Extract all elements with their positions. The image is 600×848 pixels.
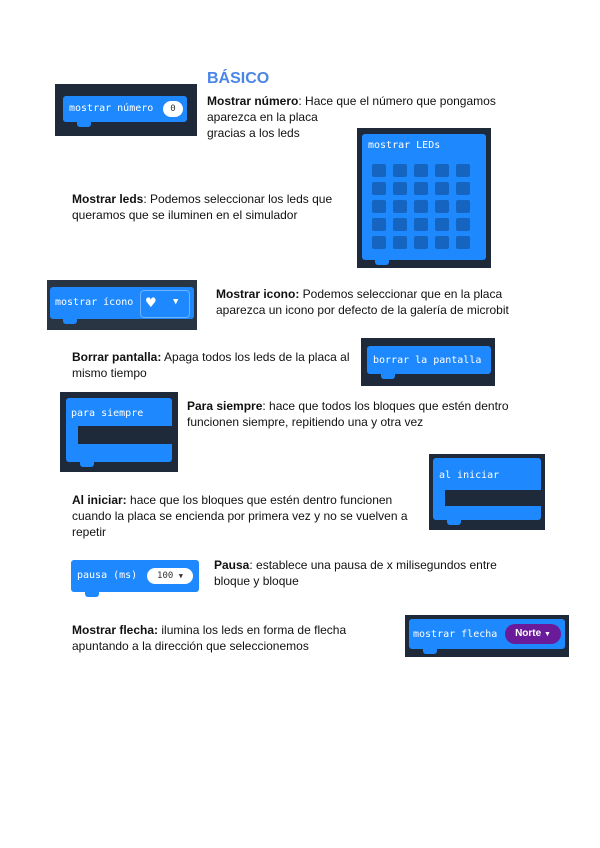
mostrar-icono-heading: Mostrar icono: [216, 287, 300, 301]
led-cell[interactable] [456, 200, 470, 213]
mostrar-numero-text-3: gracias a los leds [207, 126, 300, 140]
al-iniciar-heading: Al iniciar: [72, 493, 127, 507]
al-iniciar-text-2: cuando la placa se encienda por primera vez y no se vuelven a [72, 509, 408, 523]
mostrar-icono-block-image [47, 280, 197, 330]
led-cell[interactable] [372, 236, 386, 249]
block-notch [85, 592, 99, 597]
led-cell[interactable] [435, 236, 449, 249]
mostrar-numero-heading: Mostrar número [207, 94, 299, 108]
mostrar-leds-block-image [357, 128, 491, 268]
mostrar-leds-description [72, 191, 352, 223]
mostrar-leds-block-label: mostrar LEDs [368, 140, 441, 151]
page-title: BÁSICO [207, 70, 270, 87]
para-siempre-description [187, 398, 527, 430]
led-cell[interactable] [393, 182, 407, 195]
borrar-pantalla-heading: Borrar pantalla: [72, 350, 162, 364]
chevron-down-icon: ▼ [178, 572, 183, 580]
direction-dropdown[interactable] [505, 624, 561, 644]
block-notch [423, 649, 437, 654]
mostrar-icono-text-1: Podemos seleccionar que en la placa [299, 287, 503, 301]
led-cell[interactable] [414, 218, 428, 231]
mostrar-numero-block-image [55, 84, 197, 136]
pause-value-dropdown[interactable] [147, 568, 193, 584]
mostrar-flecha-heading: Mostrar flecha: [72, 623, 159, 637]
pausa-block[interactable] [71, 560, 199, 592]
block-notch [381, 374, 395, 379]
al-iniciar-text-3: repetir [72, 525, 107, 539]
mostrar-icono-block-label: mostrar ícono [55, 297, 134, 308]
para-siempre-text-1: : hace que todos los bloques que estén dentro [262, 399, 509, 413]
led-cell[interactable] [435, 164, 449, 177]
mostrar-flecha-block[interactable] [409, 619, 565, 649]
para-siempre-heading: Para siempre [187, 399, 263, 413]
pause-value: 100 [157, 571, 174, 581]
mostrar-flecha-block-image [405, 615, 569, 657]
mostrar-flecha-block-label: mostrar flecha [413, 629, 498, 640]
led-cell[interactable] [435, 182, 449, 195]
pausa-text-2: bloque y bloque [214, 574, 299, 588]
mostrar-flecha-text-1: ilumina los leds en forma de flecha [158, 623, 347, 637]
mostrar-flecha-description [72, 622, 382, 654]
mostrar-numero-block[interactable] [63, 96, 187, 122]
borrar-pantalla-text-1: Apaga todos los leds de la placa al [161, 350, 350, 364]
led-cell[interactable] [393, 164, 407, 177]
block-notch [375, 260, 389, 265]
block-slot [78, 426, 172, 444]
block-notch [80, 462, 94, 467]
al-iniciar-block-label: al iniciar [439, 470, 500, 481]
block-notch [63, 319, 77, 324]
led-cell[interactable] [393, 218, 407, 231]
al-iniciar-block[interactable] [433, 458, 541, 520]
mostrar-numero-text-2: aparezca en la placa [207, 110, 318, 124]
icon-dropdown[interactable] [140, 290, 190, 318]
led-cell[interactable] [435, 218, 449, 231]
led-cell[interactable] [456, 164, 470, 177]
al-iniciar-description [72, 492, 422, 540]
borrar-pantalla-block-image [361, 338, 495, 386]
mostrar-icono-text-2: aparezca un icono por defecto de la galería de microbit [216, 303, 509, 317]
direction-value: Norte [515, 628, 542, 639]
led-cell[interactable] [393, 200, 407, 213]
pausa-block-label: pausa (ms) [77, 570, 138, 581]
led-cell[interactable] [435, 200, 449, 213]
led-cell[interactable] [414, 182, 428, 195]
mostrar-icono-block[interactable] [50, 287, 194, 319]
led-cell[interactable] [414, 200, 428, 213]
mostrar-leds-text-2: queramos que se iluminen en el simulador [72, 208, 298, 222]
al-iniciar-text-1: hace que los bloques que estén dentro funcionen [126, 493, 393, 507]
led-grid[interactable] [372, 164, 476, 252]
led-cell[interactable] [393, 236, 407, 249]
block-notch [447, 520, 461, 525]
heart-icon: ♥ [146, 293, 156, 312]
para-siempre-block[interactable] [66, 398, 172, 462]
para-siempre-block-image [60, 392, 178, 472]
chevron-down-icon: ▼ [173, 297, 179, 307]
mostrar-numero-text-1: : Hace que el número que pongamos [298, 94, 496, 108]
borrar-pantalla-text-2: mismo tiempo [72, 366, 147, 380]
para-siempre-text-2: funcionen siempre, repitiendo una y otra vez [187, 415, 424, 429]
pausa-block-image [69, 556, 201, 600]
pausa-heading: Pausa [214, 558, 250, 572]
led-cell[interactable] [456, 182, 470, 195]
borrar-pantalla-block[interactable] [367, 346, 491, 374]
led-cell[interactable] [456, 218, 470, 231]
led-cell[interactable] [414, 164, 428, 177]
pausa-text-1: : establece una pausa de x milisegundos entre [249, 558, 497, 572]
mostrar-numero-block-label: mostrar número [69, 103, 154, 114]
chevron-down-icon: ▼ [543, 631, 551, 638]
para-siempre-block-label: para siempre [71, 408, 144, 419]
al-iniciar-block-image [429, 454, 545, 530]
mostrar-flecha-text-2: apuntando a la dirección que seleccionemos [72, 639, 309, 653]
block-slot [445, 490, 541, 506]
borrar-pantalla-block-label: borrar la pantalla [373, 355, 482, 366]
number-value-pill[interactable]: 0 [163, 101, 183, 117]
led-cell[interactable] [414, 236, 428, 249]
mostrar-leds-heading: Mostrar leds [72, 192, 144, 206]
mostrar-icono-description [216, 286, 546, 318]
block-notch [77, 122, 91, 127]
led-cell[interactable] [372, 164, 386, 177]
pausa-description [214, 557, 534, 589]
borrar-pantalla-description [72, 349, 357, 381]
mostrar-leds-text-1: : Podemos seleccionar los leds que [143, 192, 333, 206]
led-cell[interactable] [372, 182, 386, 195]
led-cell[interactable] [372, 218, 386, 231]
mostrar-leds-block[interactable] [362, 134, 486, 260]
led-cell[interactable] [456, 236, 470, 249]
led-cell[interactable] [372, 200, 386, 213]
